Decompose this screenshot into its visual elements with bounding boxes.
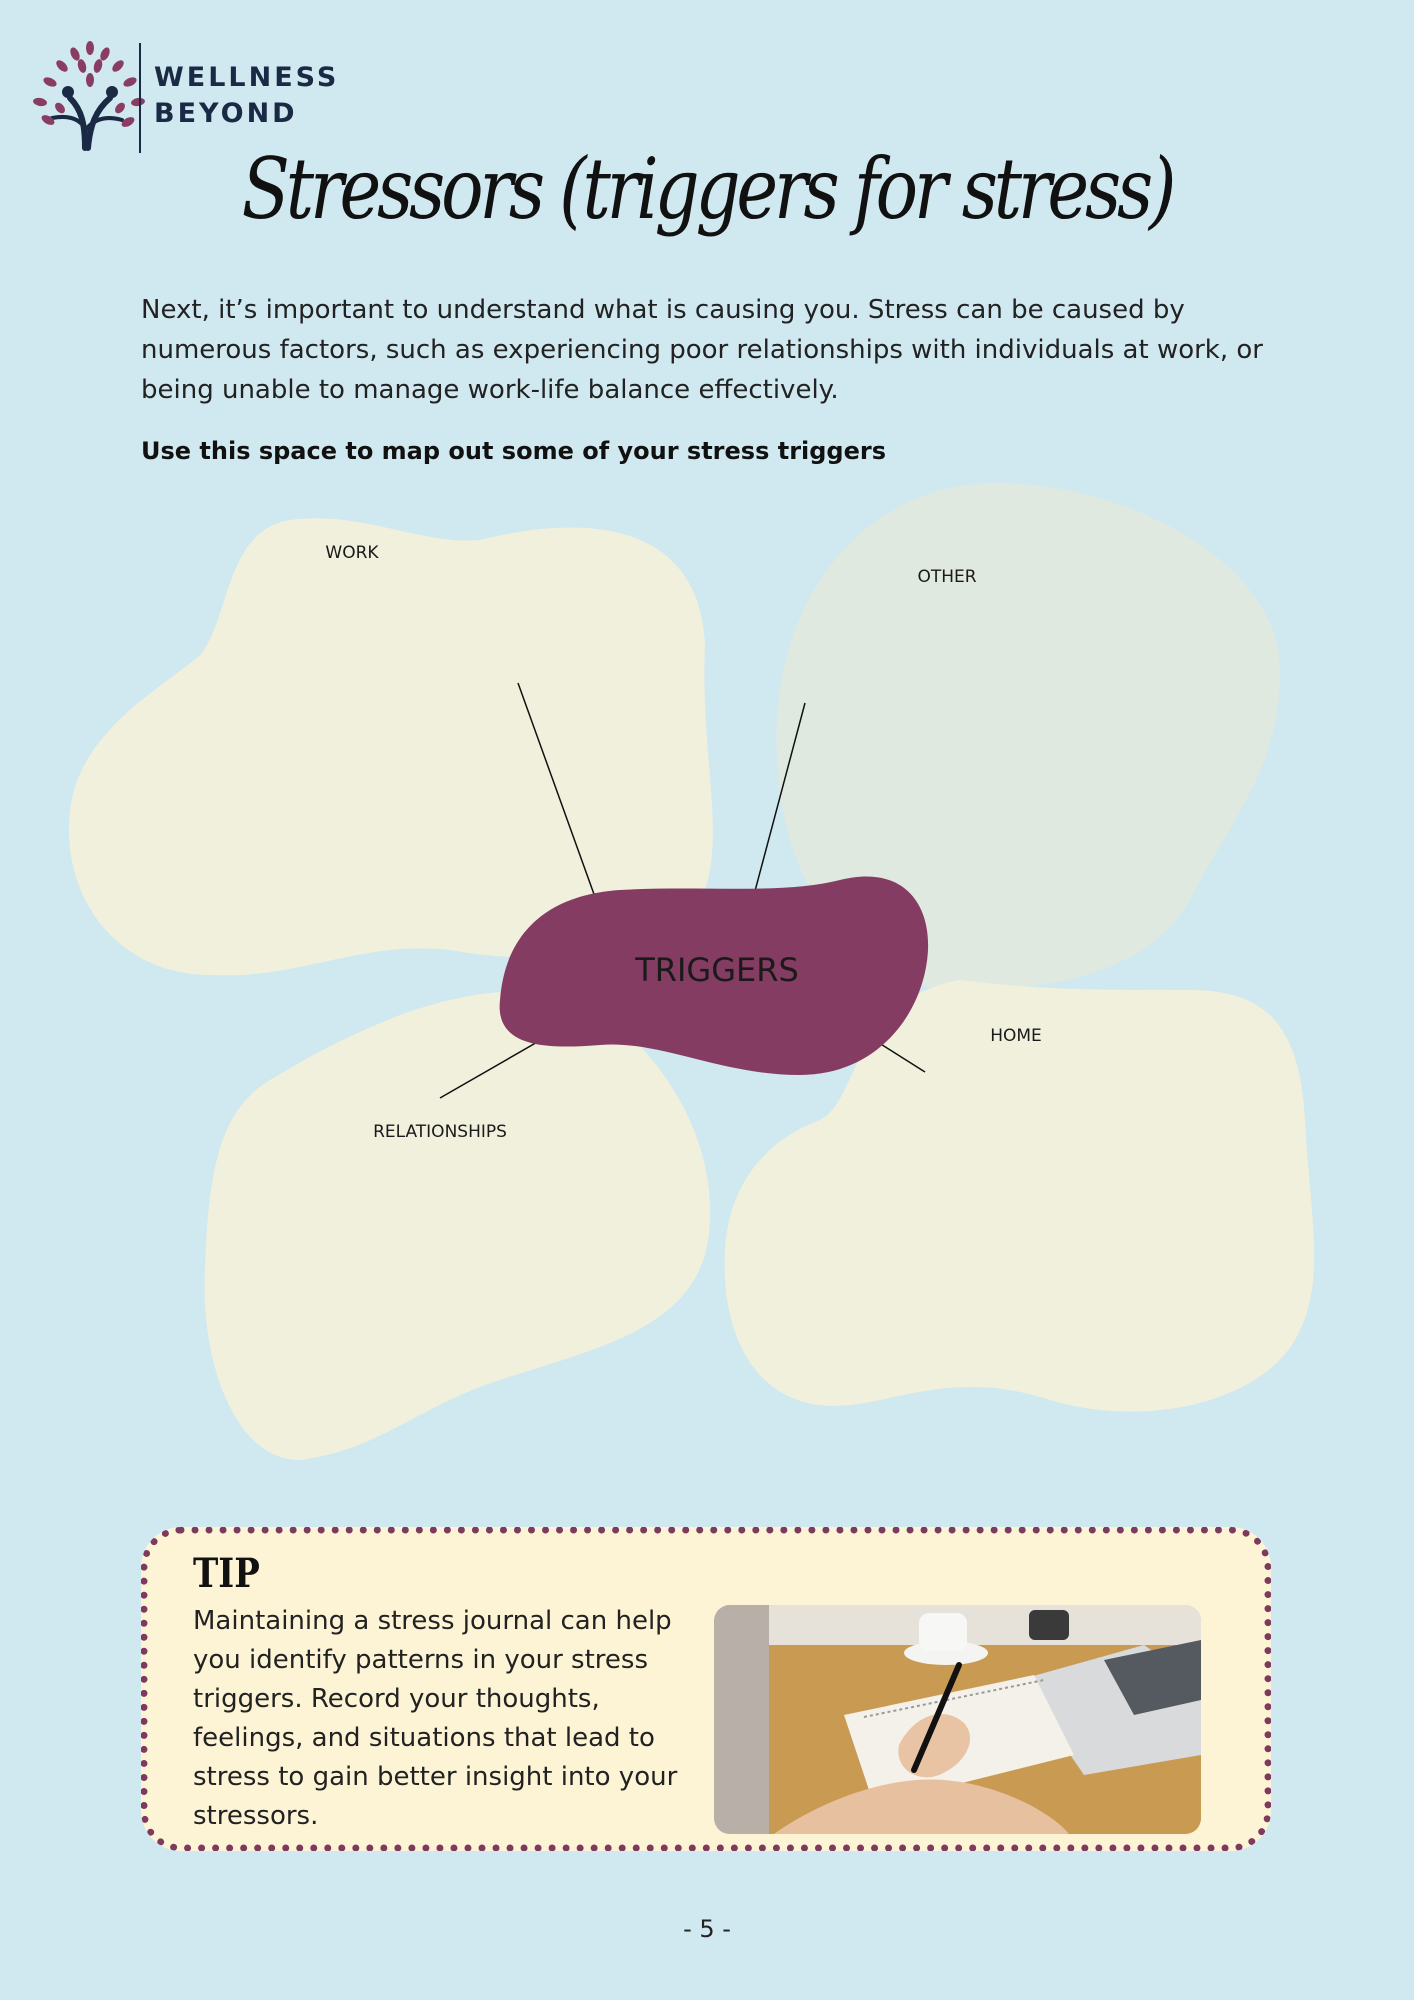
brand-name-line2: BEYOND: [154, 98, 298, 129]
page-title: Stressors (triggers for stress): [241, 140, 1173, 238]
relationships-area[interactable]: [204, 991, 710, 1460]
instruction-text: Use this space to map out some of your stress triggers: [141, 437, 887, 465]
triggers-mind-map: [0, 470, 1414, 1480]
center-label-triggers: TRIGGERS: [635, 951, 799, 989]
branch-label-other: OTHER: [917, 567, 977, 587]
tip-box: [141, 1527, 1271, 1851]
tip-title: TIP: [193, 1550, 260, 1597]
tree-of-people-icon: [32, 41, 145, 148]
brand-name: [154, 60, 339, 132]
page-number: - 5 -: [683, 1915, 731, 1943]
brand-name-line1: WELLNESS: [154, 62, 340, 93]
branch-label-home: HOME: [990, 1026, 1042, 1046]
person-writing-in-journal-photo: [714, 1605, 1201, 1834]
intro-paragraph: Next, it’s important to understand what is causing you. Stress can be caused by numerous factors, such as experiencing poor relationships with individuals at work, or being unable to manage work-life balance effectively.: [141, 295, 1263, 405]
branch-label-relationships: RELATIONSHIPS: [373, 1122, 507, 1142]
branch-label-work: WORK: [325, 543, 379, 563]
logo-divider: [139, 43, 141, 153]
tip-text: Maintaining a stress journal can help you identify patterns in your stress triggers. Record your thoughts, feelings, and situations that lead to stress to gain better insight into your stressors.: [193, 1606, 678, 1831]
